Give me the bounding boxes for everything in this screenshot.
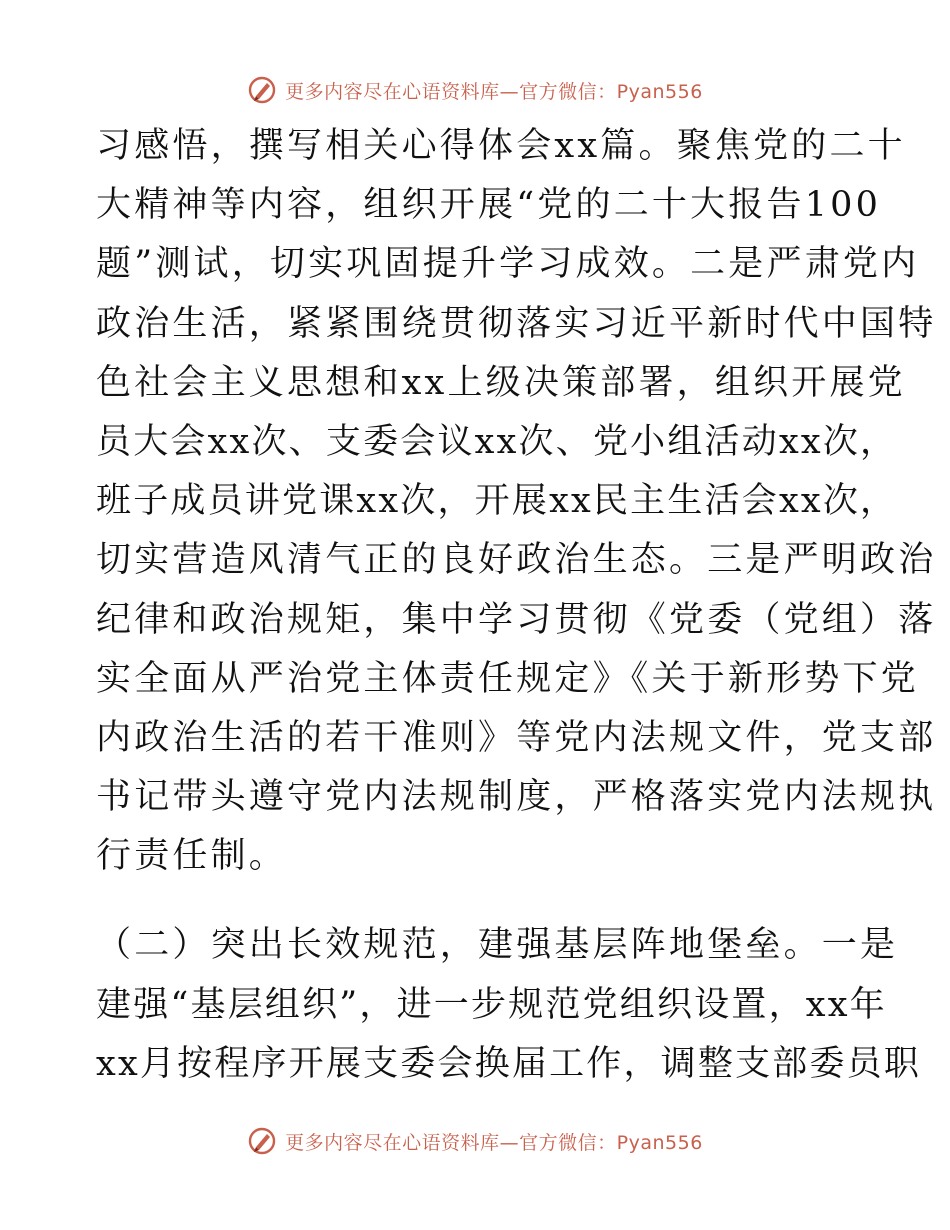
text-line: （二）突出长效规范，建强基层阵地堡垒。一是 [96,925,899,966]
text-line: 纪律和政治规矩，集中学习贯彻《党委（党组）落 [96,599,937,640]
paragraph-1 [96,117,937,886]
text-line: 书记带头遵守党内法规制度，严格落实党内法规执 [96,777,937,818]
text-line: 内政治生活的若干准则》等党内法规文件，党支部 [96,717,937,758]
header-banner [0,70,950,110]
header-banner-text: 更多内容尽在心语资料库—官方微信：Pyan556 [285,80,703,103]
pen-circle-logo-icon [247,75,277,105]
text-line: 切实营造风清气正的良好政治生态。三是严明政治 [96,540,937,581]
paragraph-2 [96,916,922,1094]
text-line: 色社会主义思想和xx上级决策部署，组织开展党 [96,362,906,403]
pen-circle-logo-icon [247,1126,277,1156]
text-line: xx月按程序开展支委会换届工作，调整支部委员职 [96,1043,922,1084]
text-line: 班子成员讲党课xx次，开展xx民主生活会xx次， [96,481,898,522]
footer-banner-text: 更多内容尽在心语资料库—官方微信：Pyan556 [285,1131,703,1154]
text-line: 政治生活，紧紧围绕贯彻落实习近平新时代中国特 [96,303,937,344]
text-line: 员大会xx次、支委会议xx次、党小组活动xx次， [96,421,898,462]
text-line: 行责任制。 [96,836,288,877]
paragraph-gap [96,886,860,916]
footer-banner [0,1121,950,1161]
text-line: 题”测试，切实巩固提升学习成效。二是严肃党内 [96,244,920,285]
text-line: 大精神等内容，组织开展“党的二十大报告100 [96,185,882,226]
text-line: 建强“基层组织”，进一步规范党组织设置，xx年 [96,984,887,1025]
text-line: 习感悟，撰写相关心得体会xx篇。聚焦党的二十 [96,126,906,166]
document-body [96,117,937,1094]
text-line: 实全面从严治党主体责任规定》《关于新形势下党 [96,658,919,699]
